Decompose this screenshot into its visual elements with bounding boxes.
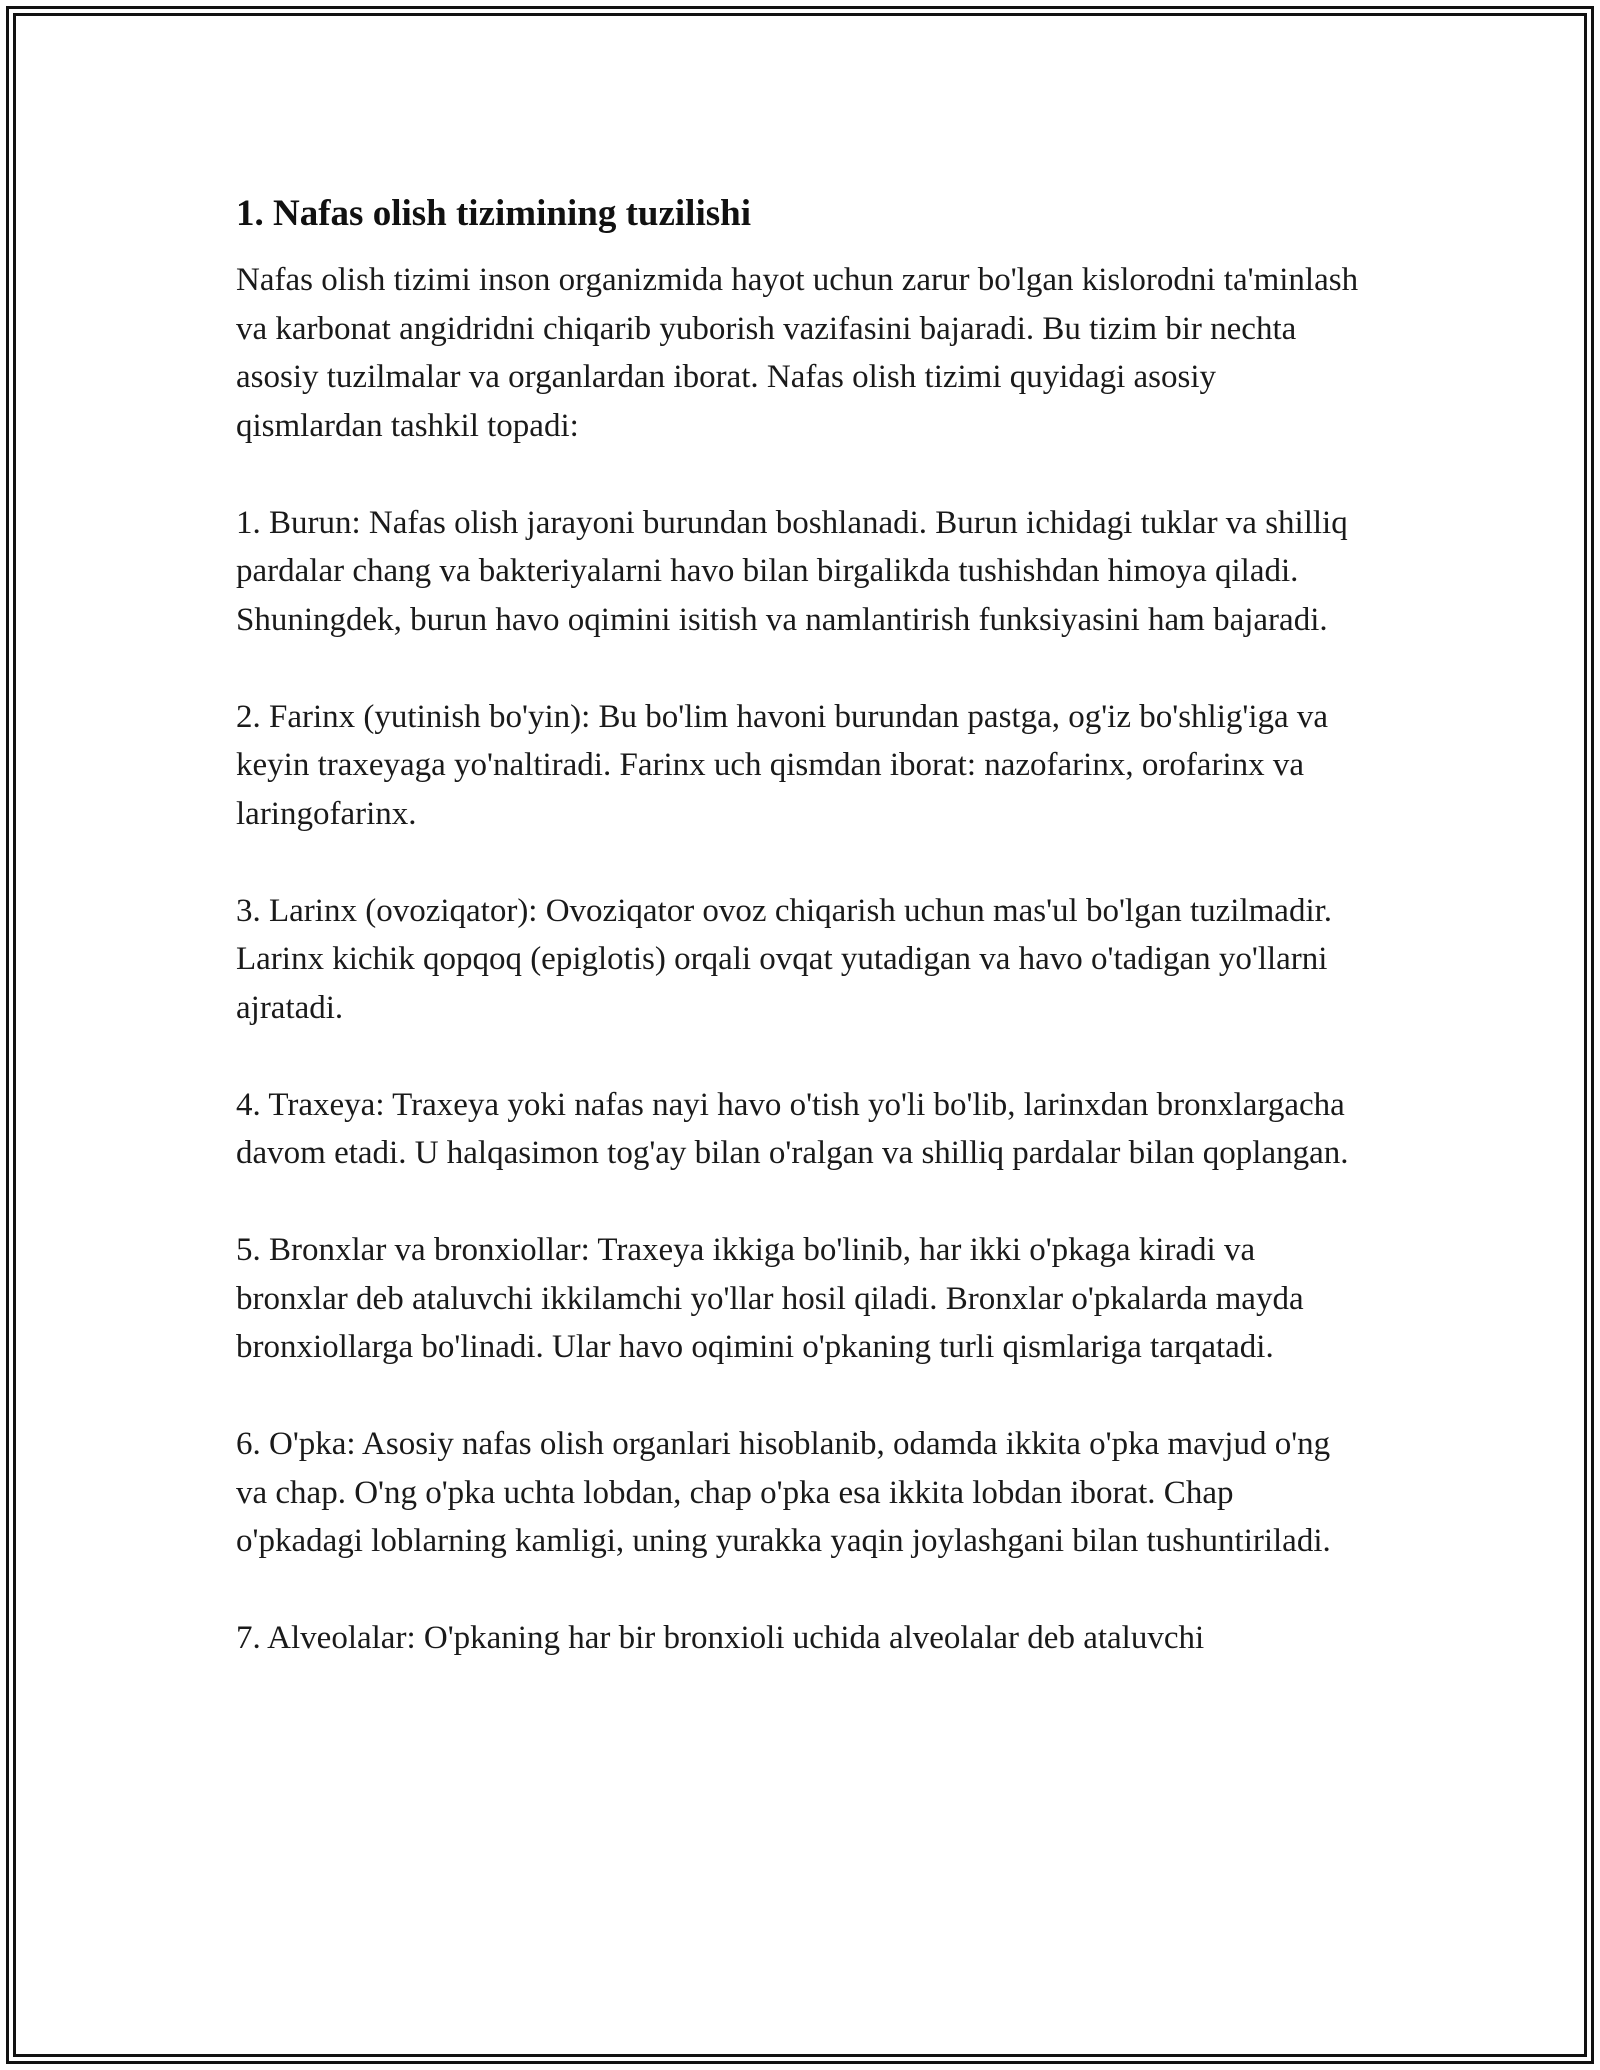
paragraph-bronxlar: 5. Bronxlar va bronxiollar: Traxeya ikkiga bo'linib, har ikki o'pkaga kiradi va bronxlar deb ataluvchi ikkilamchi yo'llar hosil qiladi. Bronxlar o'pkalarda mayda bronxiollarga bo'linadi. Ular havo oqimini o'pkaning turli qismlariga tarqatadi.	[236, 1232, 1304, 1365]
paragraph-opka: 6. O'pka: Asosiy nafas olish organlari hisoblanib, odamda ikkita o'pka mavjud o'ng va chap. O'ng o'pka uchta lobdan, chap o'pka esa ikkita lobdan iborat. Chap o'pkadagi loblarning kamligi, uning yurakka yaqin joylashgani bilan tushuntiriladi.	[236, 1426, 1331, 1559]
paragraph-traxeya: 4. Traxeya: Traxeya yoki nafas nayi havo o'tish yo'li bo'lib, larinxdan bronxlargacha davom etadi. U halqasimon tog'ay bilan o'ralgan va shilliq pardalar bilan qoplangan.	[236, 1086, 1349, 1171]
paragraph-alveolalar: 7. Alveolalar: O'pkaning har bir bronxioli uchida alveolalar deb ataluvchi	[236, 1620, 1205, 1656]
paragraph-burun: 1. Burun: Nafas olish jarayoni burundan boshlanadi. Burun ichidagi tuklar va shilliq pardalar chang va bakteriyalarni havo bilan birgalikda tushishdan himoya qiladi. Shuningdek, burun havo oqimini isitish va namlantirish funksiyasini ham bajaradi.	[236, 504, 1348, 638]
document-body	[236, 186, 1366, 1711]
intro-paragraph: Nafas olish tizimi inson organizmida hayot uchun zarur bo'lgan kislorodni ta'minlash va karbonat angidridni chiqarib yuborish vazifasini bajaradi. Bu tizim bir nechta asosiy tuzilmalar va organlardan iborat. Nafas olish tizimi quyidagi asosiy qismlardan tashkil topadi:	[236, 262, 1359, 444]
section-heading: 1. Nafas olish tizimining tuzilishi	[236, 193, 751, 234]
paragraph-farinx: 2. Farinx (yutinish bo'yin): Bu bo'lim havoni burundan pastga, og'iz bo'shlig'iga va keyin traxeyaga yo'naltiradi. Farinx uch qismdan iborat: nazofarinx, orofarinx va laringofarinx.	[236, 698, 1329, 832]
paragraph-larinx: 3. Larinx (ovoziqator): Ovoziqator ovoz chiqarish uchun mas'ul bo'lgan tuzilmadir. Larinx kichik qopqoq (epiglotis) orqali ovqat yutadigan va havo o'tadigan yo'llarni ajratadi.	[236, 892, 1333, 1026]
